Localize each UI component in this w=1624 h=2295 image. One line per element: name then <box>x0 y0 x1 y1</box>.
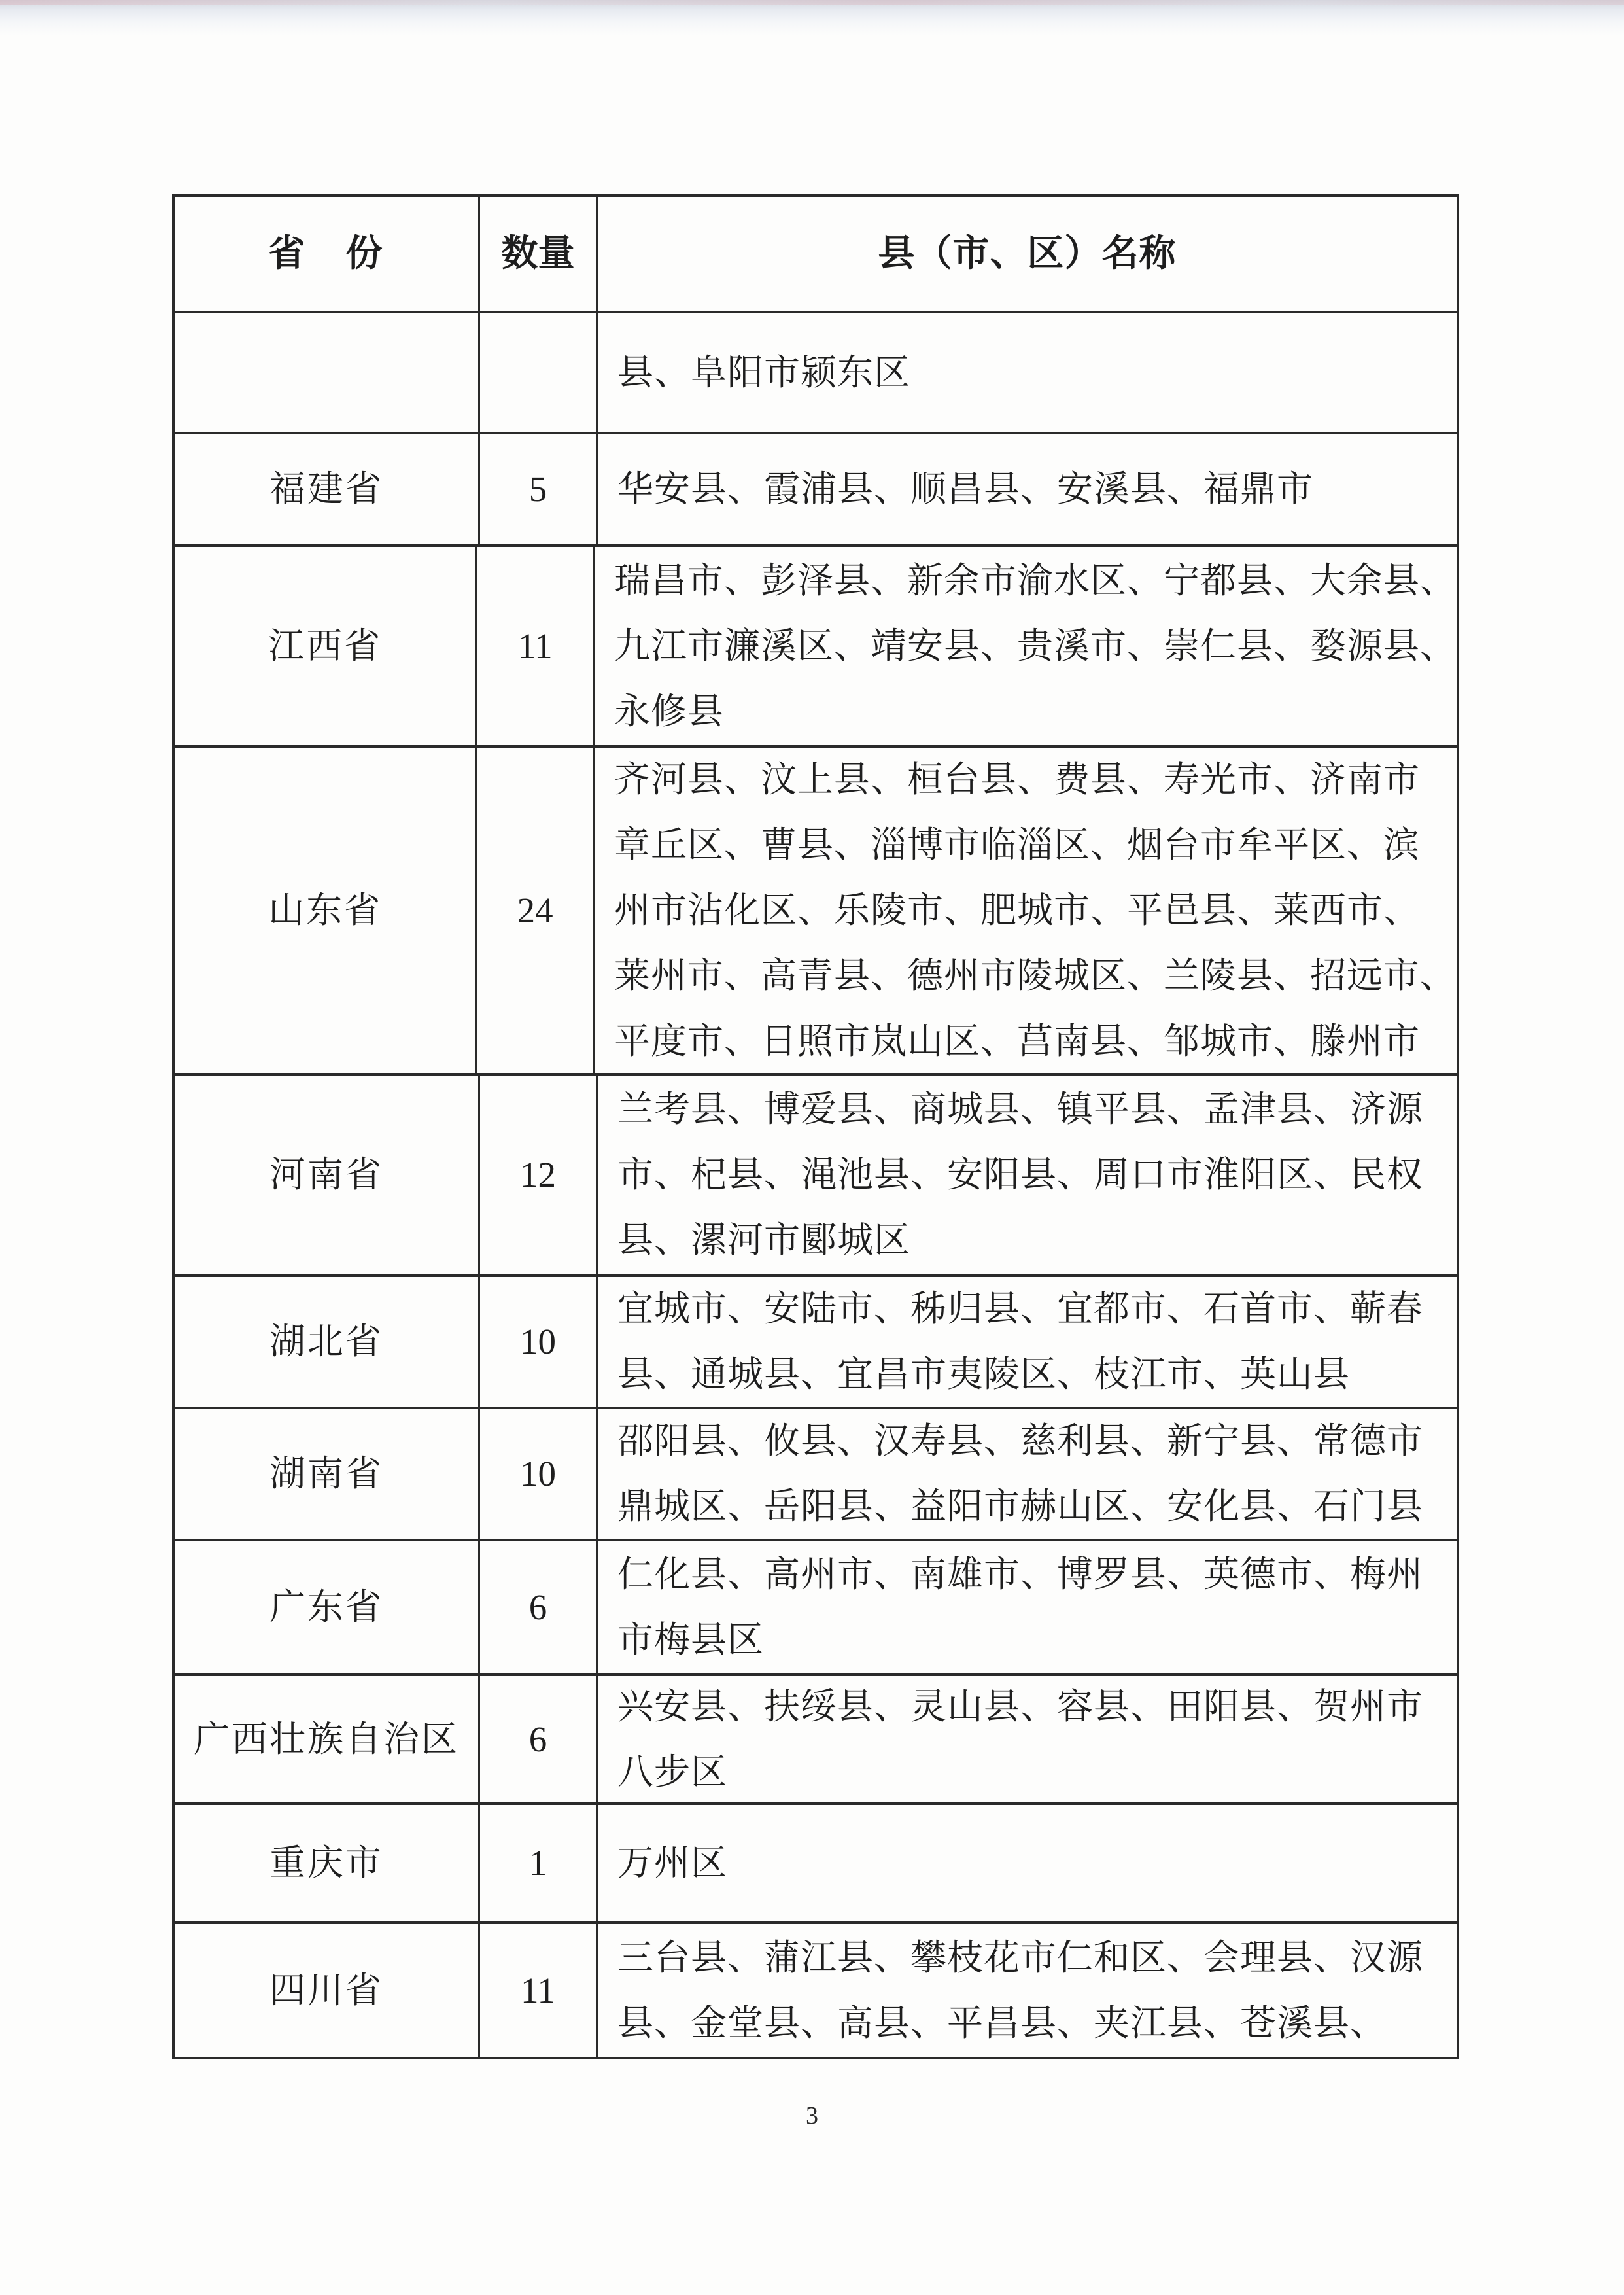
table-row <box>175 1805 1457 1924</box>
names-cell <box>598 313 1457 432</box>
names-line: 九江市濂溪区、靖安县、贵溪市、崇仁县、婺源县、 <box>613 625 1457 666</box>
count-cell: 1 <box>480 1805 598 1921</box>
count-cell <box>480 313 598 432</box>
names-line: 邵阳县、攸县、汉寿县、慈利县、新宁县、常德市 <box>617 1421 1424 1461</box>
table-header-row <box>175 197 1457 313</box>
province-cell <box>175 313 480 432</box>
names-line: 县、阜阳市颍东区 <box>617 352 911 393</box>
province-county-table <box>172 194 1459 2059</box>
table-row <box>175 1676 1457 1805</box>
names-line: 瑞昌市、彭泽县、新余市渝水区、宁都县、大余县、 <box>613 560 1457 601</box>
count-cell: 5 <box>480 434 598 544</box>
names-line: 宜城市、安陆市、秭归县、宜都市、石首市、蕲春 <box>617 1289 1424 1329</box>
names-cell <box>595 547 1457 745</box>
table-row <box>175 1409 1457 1541</box>
scan-edge-artifact <box>0 0 1624 35</box>
names-line: 平度市、日照市岚山区、莒南县、邹城市、滕州市 <box>613 1021 1420 1061</box>
province-cell: 江西省 <box>175 547 477 745</box>
names-line: 齐河县、汶上县、桓台县、费县、寿光市、济南市 <box>613 759 1420 799</box>
header-count: 数量 <box>480 197 598 311</box>
names-line: 兰考县、博爱县、商城县、镇平县、孟津县、济源 <box>617 1089 1424 1129</box>
table-row <box>175 434 1457 547</box>
count-cell: 12 <box>480 1076 598 1274</box>
names-line: 市、杞县、渑池县、安阳县、周口市淮阳区、民权 <box>617 1155 1424 1195</box>
names-cell <box>598 1076 1457 1274</box>
names-line: 莱州市、高青县、德州市陵城区、兰陵县、招远市、 <box>613 955 1457 996</box>
table-row <box>175 547 1457 748</box>
names-line: 市梅县区 <box>617 1620 765 1660</box>
names-line: 州市沾化区、乐陵市、肥城市、平邑县、莱西市、 <box>613 890 1420 930</box>
province-cell: 广东省 <box>175 1541 480 1673</box>
province-cell: 重庆市 <box>175 1805 480 1921</box>
count-cell: 11 <box>480 1924 598 2057</box>
province-cell: 山东省 <box>175 748 477 1073</box>
count-cell: 24 <box>477 748 595 1073</box>
names-line: 三台县、蒲江县、攀枝花市仁和区、会理县、汉源 <box>617 1937 1424 1978</box>
names-line: 章丘区、曹县、淄博市临淄区、烟台市牟平区、滨 <box>613 824 1420 865</box>
count-cell: 6 <box>480 1541 598 1673</box>
province-cell: 广西壮族自治区 <box>175 1676 480 1802</box>
names-line: 鼎城区、岳阳县、益阳市赫山区、安化县、石门县 <box>617 1486 1424 1526</box>
province-cell: 湖南省 <box>175 1409 480 1539</box>
names-line: 兴安县、扶绥县、灵山县、容县、田阳县、贺州市 <box>617 1686 1424 1726</box>
table-row <box>175 1924 1457 2057</box>
names-cell <box>598 1676 1457 1802</box>
scan-edge-tint <box>0 0 1624 5</box>
names-cell <box>598 1924 1457 2057</box>
province-cell: 湖北省 <box>175 1277 480 1407</box>
header-province: 省 份 <box>175 197 480 311</box>
province-cell: 河南省 <box>175 1076 480 1274</box>
table-row <box>175 1541 1457 1676</box>
names-line: 县、金堂县、高县、平昌县、夹江县、苍溪县、 <box>617 2003 1387 2043</box>
count-cell: 6 <box>480 1676 598 1802</box>
table-row <box>175 748 1457 1076</box>
names-cell <box>598 1541 1457 1673</box>
page-number: 3 <box>806 2102 818 2129</box>
table-row <box>175 313 1457 434</box>
count-cell: 10 <box>480 1277 598 1407</box>
names-cell <box>598 1805 1457 1921</box>
names-cell <box>598 1409 1457 1539</box>
names-line: 八步区 <box>617 1751 728 1792</box>
province-cell: 四川省 <box>175 1924 480 2057</box>
count-cell: 10 <box>480 1409 598 1539</box>
header-county-names: 县（市、区）名称 <box>878 234 1177 274</box>
names-line: 万州区 <box>617 1843 728 1883</box>
names-cell <box>598 434 1457 544</box>
names-cell <box>598 1277 1457 1407</box>
count-cell: 11 <box>477 547 595 745</box>
names-line: 县、通城县、宜昌市夷陵区、枝江市、英山县 <box>617 1354 1351 1394</box>
names-cell <box>595 748 1457 1073</box>
names-line: 仁化县、高州市、南雄市、博罗县、英德市、梅州 <box>617 1554 1424 1594</box>
names-line: 县、漯河市郾城区 <box>617 1220 911 1260</box>
province-cell: 福建省 <box>175 434 480 544</box>
table-row <box>175 1076 1457 1277</box>
names-line: 永修县 <box>613 691 724 731</box>
names-line: 华安县、霞浦县、顺昌县、安溪县、福鼎市 <box>617 469 1314 509</box>
table-row <box>175 1277 1457 1409</box>
